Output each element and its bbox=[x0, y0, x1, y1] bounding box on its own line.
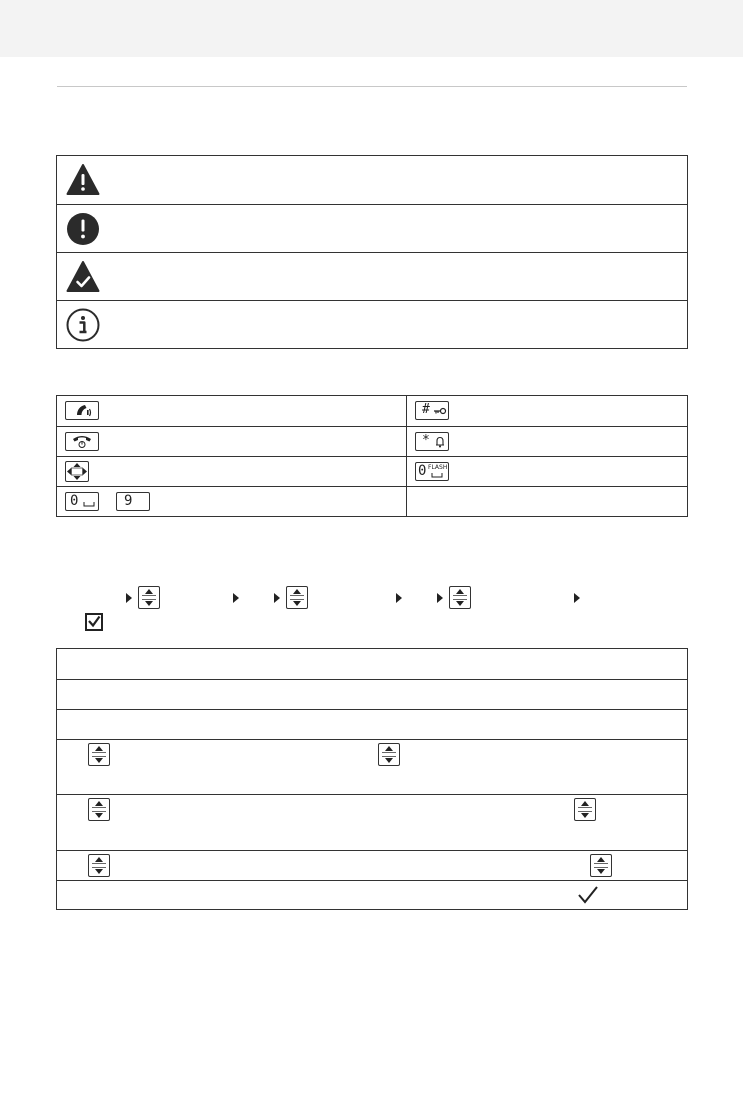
digit-9-label: 9 bbox=[124, 493, 133, 509]
nav-up-down-key-icon bbox=[590, 854, 612, 877]
keys-cell bbox=[407, 427, 687, 456]
control-key-icon bbox=[65, 461, 89, 482]
keys-cell bbox=[57, 427, 407, 456]
checkbox-checked-icon bbox=[85, 613, 103, 631]
symbols-row-info bbox=[57, 300, 687, 348]
symbols-row-attention bbox=[57, 204, 687, 252]
procedure-table bbox=[56, 648, 688, 910]
navigation-path bbox=[0, 586, 743, 636]
procedure-row bbox=[57, 880, 687, 909]
info-circle-icon bbox=[66, 308, 100, 342]
procedure-row bbox=[57, 739, 687, 794]
keys-cell bbox=[407, 487, 687, 516]
talk-key-icon bbox=[65, 401, 99, 420]
flash-key-label: FLASH bbox=[428, 464, 448, 471]
header-divider bbox=[57, 86, 687, 87]
procedure-row bbox=[57, 850, 687, 880]
procedure-row bbox=[57, 679, 687, 709]
nav-up-down-key-icon bbox=[574, 798, 596, 821]
end-key-icon bbox=[65, 432, 99, 451]
procedure-row bbox=[57, 709, 687, 739]
digit-key-9-icon bbox=[116, 492, 150, 511]
keys-table bbox=[56, 395, 688, 517]
nav-up-down-key-icon bbox=[88, 798, 110, 821]
zero-key-label: 0 bbox=[418, 463, 427, 479]
arrow-right-icon bbox=[233, 593, 239, 603]
arrow-right-icon bbox=[396, 593, 402, 603]
header-band bbox=[0, 0, 743, 57]
keys-row bbox=[57, 456, 687, 486]
symbols-row-tip bbox=[57, 252, 687, 300]
nav-up-down-key-icon bbox=[286, 586, 308, 609]
keys-row bbox=[57, 486, 687, 516]
checkmark-icon bbox=[577, 885, 599, 905]
keys-cell bbox=[57, 457, 407, 486]
warning-triangle-icon bbox=[66, 163, 100, 197]
keys-row bbox=[57, 396, 687, 426]
symbols-row-danger bbox=[57, 156, 687, 204]
nav-up-down-key-icon bbox=[88, 743, 110, 766]
keys-cell bbox=[407, 396, 687, 426]
procedure-row bbox=[57, 649, 687, 679]
keys-cell bbox=[57, 487, 407, 516]
check-triangle-icon bbox=[66, 260, 100, 294]
digit-0-label: 0 bbox=[70, 493, 79, 509]
hash-key-label: # bbox=[422, 402, 430, 417]
digit-key-0-icon bbox=[65, 492, 99, 511]
exclamation-circle-icon bbox=[66, 212, 100, 246]
star-key-label: * bbox=[422, 433, 430, 448]
keys-cell bbox=[57, 396, 407, 426]
symbols-table bbox=[56, 155, 688, 349]
nav-up-down-key-icon bbox=[449, 586, 471, 609]
nav-up-down-key-icon bbox=[138, 586, 160, 609]
nav-up-down-key-icon bbox=[378, 743, 400, 766]
arrow-right-icon bbox=[574, 593, 580, 603]
arrow-right-icon bbox=[274, 593, 280, 603]
hash-lock-key-icon bbox=[415, 401, 449, 420]
arrow-right-icon bbox=[126, 593, 132, 603]
nav-up-down-key-icon bbox=[88, 854, 110, 877]
procedure-row bbox=[57, 794, 687, 850]
star-bell-key-icon bbox=[415, 432, 449, 451]
keys-cell bbox=[407, 457, 687, 486]
zero-flash-key-icon bbox=[415, 462, 449, 481]
arrow-right-icon bbox=[437, 593, 443, 603]
keys-row bbox=[57, 426, 687, 456]
